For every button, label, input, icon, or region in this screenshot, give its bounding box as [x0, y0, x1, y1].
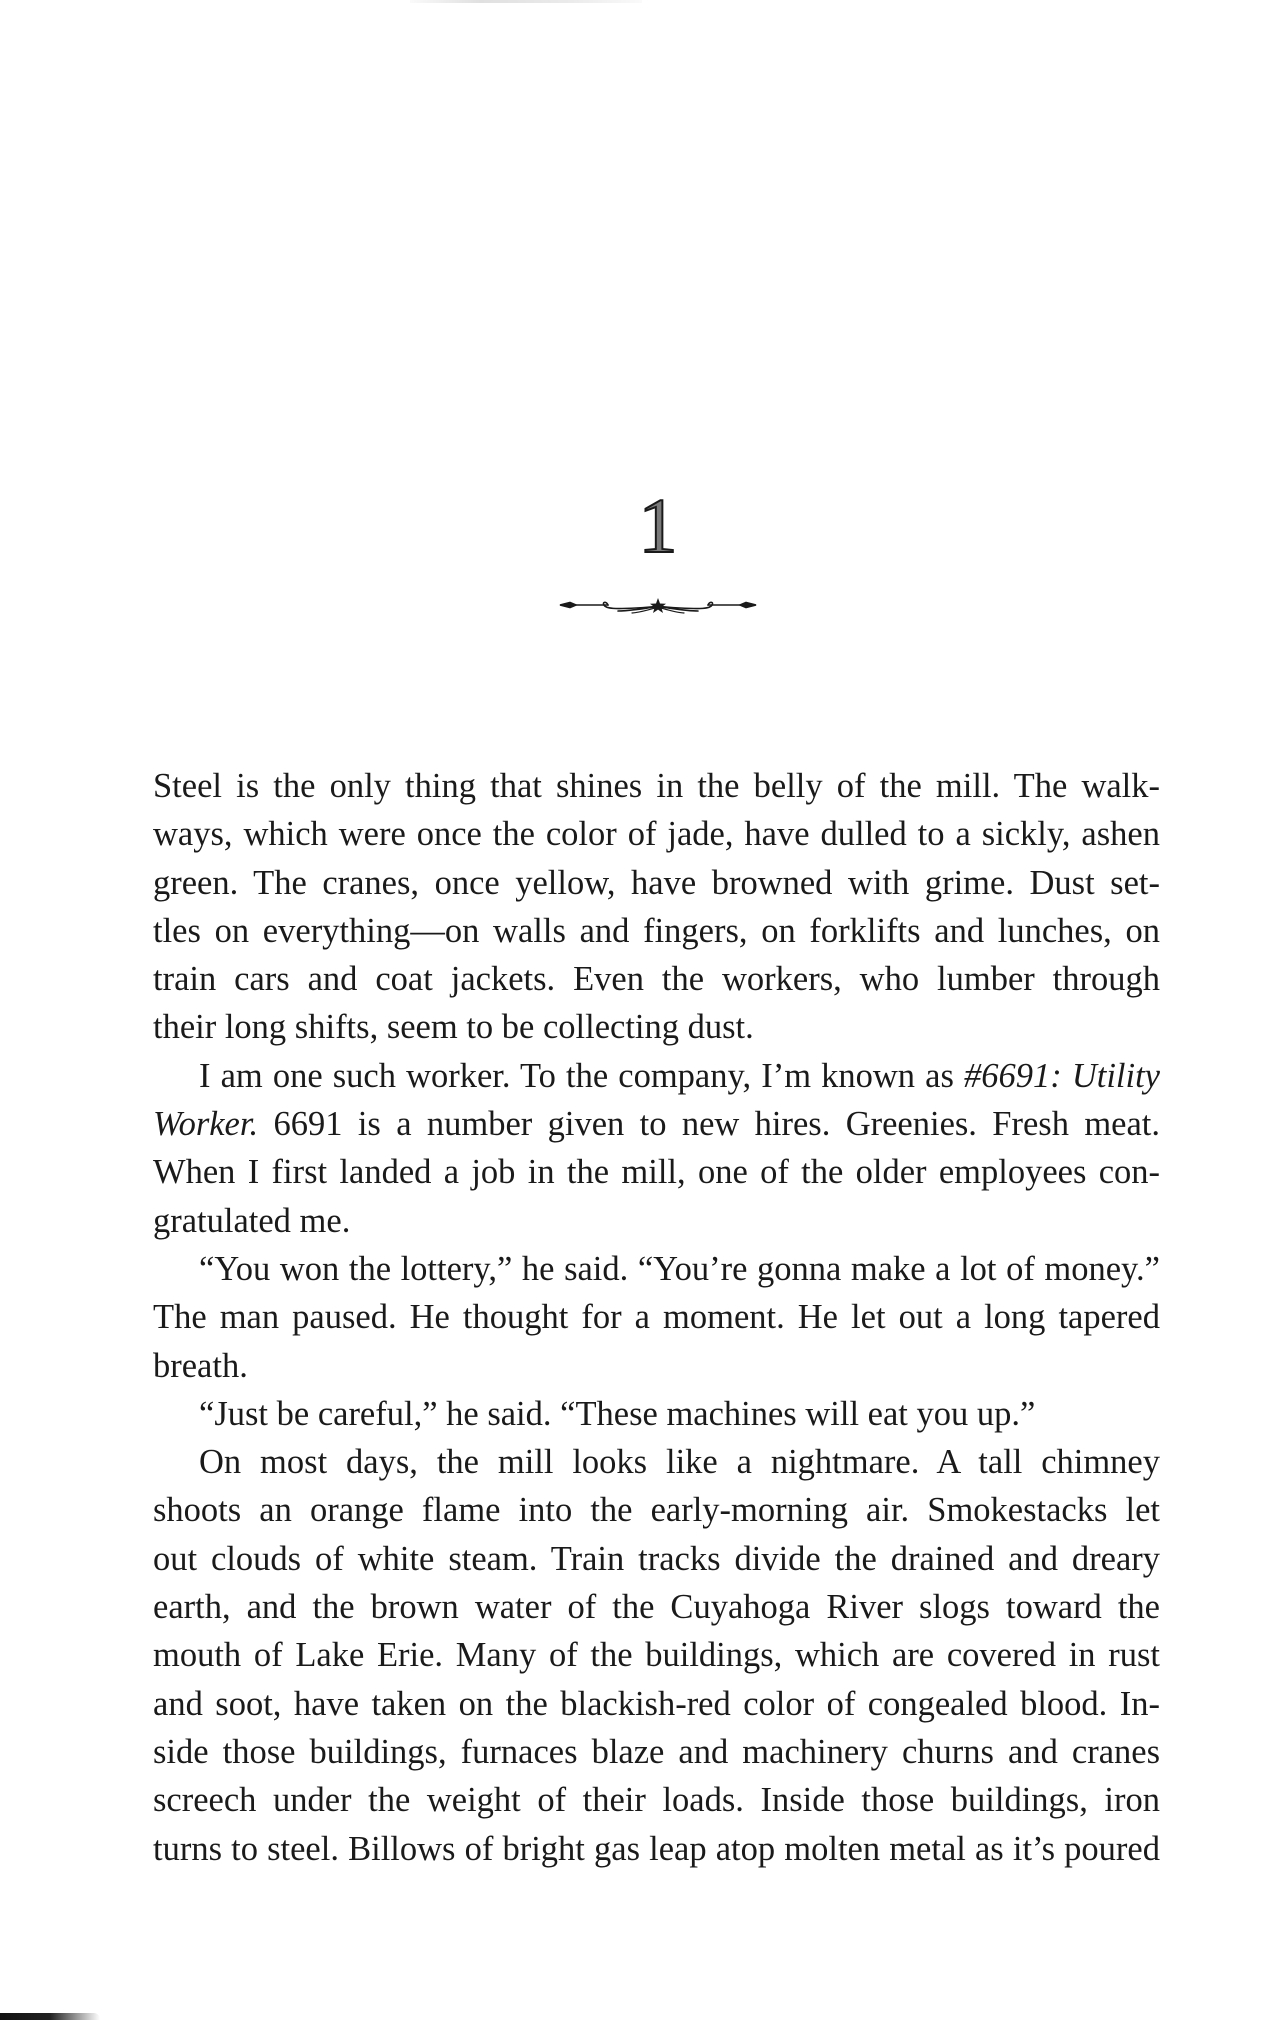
italic-text-run: #6691: Utility — [963, 1056, 1160, 1095]
text-line: earth, and the brown water of the Cuyahoga River slogs toward the — [153, 1588, 1160, 1627]
paragraph — [153, 1438, 1160, 1873]
text-line: out clouds of white steam. Train tracks divide the drained and dreary — [153, 1539, 1160, 1578]
paragraph — [153, 1052, 1160, 1245]
text-line: “Just be careful,” he said. “These machines will eat you up.” — [199, 1394, 1036, 1433]
chapter-body — [153, 762, 1160, 1873]
fleuron-divider-icon — [556, 594, 760, 618]
text-line: tles on everything—on walls and fingers, on forklifts and lunches, on — [153, 911, 1160, 950]
text-line: On most days, the mill looks like a nightmare. A tall chimney — [199, 1443, 1160, 1482]
paragraph — [153, 762, 1160, 1052]
text-line: Steel is the only thing that shines in the belly of the mill. The walk- — [153, 767, 1160, 805]
text-line: screech under the weight of their loads. Inside those buildings, iron — [153, 1781, 1160, 1820]
text-line: and soot, have taken on the blackish-red color of congealed blood. In- — [153, 1684, 1160, 1723]
text-line: “You won the lottery,” he said. “You’re gonna make a lot of money.” — [199, 1249, 1160, 1288]
text-run: 6691 is a number given to new hires. Greenies. Fresh meat. — [258, 1105, 1160, 1144]
text-line: mouth of Lake Erie. Many of the buildings, which are covered in rust — [153, 1636, 1160, 1675]
text-line: train cars and coat jackets. Even the workers, who lumber through — [153, 960, 1160, 999]
scan-edge-bottom — [0, 2013, 100, 2020]
scan-edge-top — [410, 0, 642, 3]
text-line: breath. — [153, 1346, 248, 1385]
chapter-number: 1 — [638, 482, 678, 569]
text-line — [153, 1100, 1160, 1148]
text-line: side those buildings, furnaces blaze and machinery churns and cranes — [153, 1732, 1160, 1771]
text-line: their long shifts, seem to be collecting dust. — [153, 1008, 754, 1047]
text-line: shoots an orange flame into the early-morning air. Smokestacks let — [153, 1491, 1160, 1530]
italic-text-run: Worker. — [153, 1105, 259, 1144]
text-line — [153, 1052, 1160, 1100]
text-line: When I first landed a job in the mill, one of the older employees con- — [153, 1153, 1160, 1192]
text-line: The man paused. He thought for a moment. He let out a long tapered — [153, 1298, 1160, 1337]
text-line: gratulated me. — [153, 1201, 351, 1240]
text-line: green. The cranes, once yellow, have browned with grime. Dust set- — [153, 863, 1160, 902]
text-line: turns to steel. Billows of bright gas leap atop molten metal as it’s poured — [153, 1829, 1160, 1868]
paragraph — [153, 1245, 1160, 1390]
text-line: ways, which were once the color of jade, have dulled to a sickly, ashen — [153, 815, 1160, 854]
paragraph — [153, 1390, 1160, 1438]
text-run: I am one such worker. To the company, I’m known as — [199, 1056, 964, 1095]
